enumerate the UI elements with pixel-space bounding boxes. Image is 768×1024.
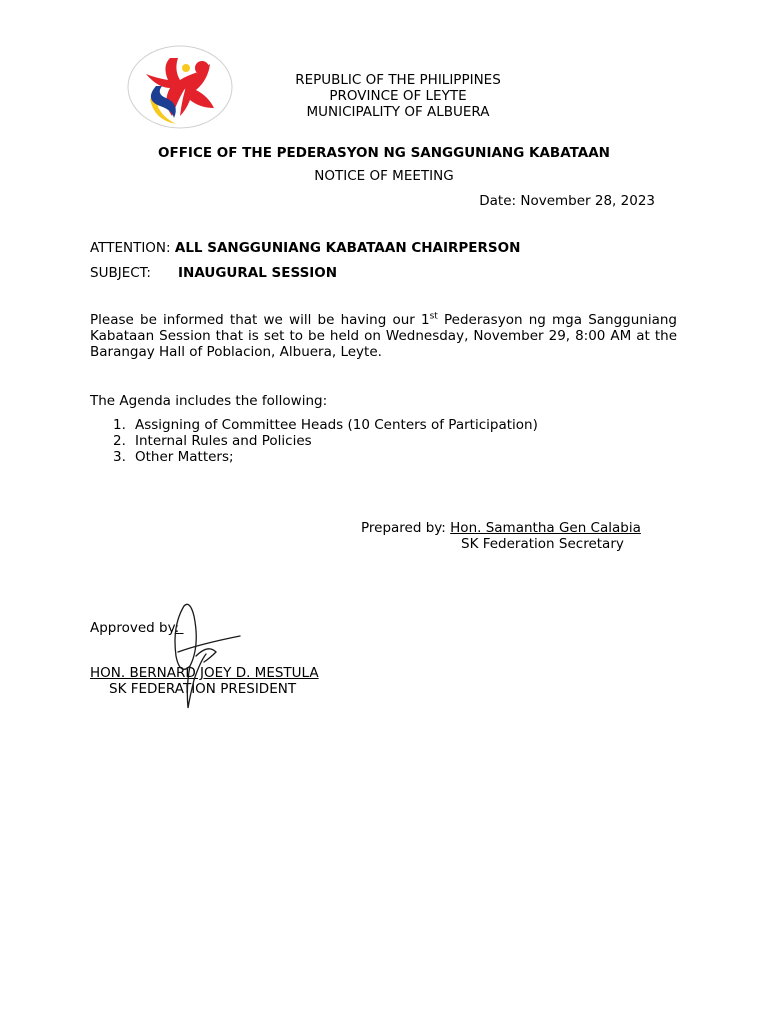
- list-number: 2.: [113, 433, 126, 449]
- list-item: [113, 449, 538, 465]
- list-text: Other Matters;: [135, 449, 234, 465]
- signature-stroke: [175, 604, 240, 708]
- handwritten-signature: [160, 596, 250, 716]
- attention-value: ALL SANGGUNIANG KABATAAN CHAIRPERSON: [174, 240, 521, 256]
- list-text: Assigning of Committee Heads (10 Centers of Participation): [135, 417, 538, 433]
- prepared-title: SK Federation Secretary: [461, 536, 624, 552]
- letterhead: [0, 72, 768, 120]
- header-line-2: PROVINCE OF LEYTE: [329, 88, 467, 104]
- list-number: 1.: [113, 417, 126, 433]
- approved-label: Approved by: [90, 620, 175, 636]
- body-text-1: Please be informed that we will be having our 1: [90, 312, 430, 328]
- president-title: SK FEDERATION PRESIDENT: [109, 681, 297, 697]
- list-number: 3.: [113, 449, 126, 465]
- attention-line: [90, 240, 520, 256]
- notice-date: Date: November 28, 2023: [479, 193, 655, 209]
- agenda-intro: The Agenda includes the following:: [90, 393, 328, 409]
- prepared-by-block: [361, 520, 641, 552]
- logo-yellow-dot: [182, 64, 190, 72]
- ordinal-suffix: st: [429, 311, 438, 322]
- approved-colon: :: [174, 620, 180, 636]
- header-line-3: MUNICIPALITY OF ALBUERA: [306, 104, 490, 120]
- prepared-label: Prepared by:: [361, 520, 451, 536]
- attention-label: ATTENTION:: [90, 240, 175, 256]
- notice-title: NOTICE OF MEETING: [314, 168, 454, 184]
- body-text-2: Pederasyon ng mga Sangguniang Kabataan Session that is set to be held on Wednesday, November 29, 8:00 AM at the Barangay Hall of Poblacion, Albuera, Leyte.: [90, 312, 677, 360]
- president-name: HON. BERNARD JOEY D. MESTULA: [90, 665, 319, 681]
- body-paragraph: [90, 312, 677, 360]
- agenda-list: [113, 417, 538, 465]
- list-item: [113, 433, 538, 449]
- list-item: [113, 417, 538, 433]
- prepared-name: Hon. Samantha Gen Calabia: [450, 520, 641, 536]
- subject-value: INAUGURAL SESSION: [178, 265, 338, 281]
- subject-line: [90, 265, 338, 281]
- office-title: OFFICE OF THE PEDERASYON NG SANGGUNIANG KABATAAN: [158, 145, 610, 161]
- list-text: Internal Rules and Policies: [135, 433, 312, 449]
- subject-label: SUBJECT:: [90, 265, 151, 281]
- header-line-1: REPUBLIC OF THE PHILIPPINES: [295, 72, 501, 88]
